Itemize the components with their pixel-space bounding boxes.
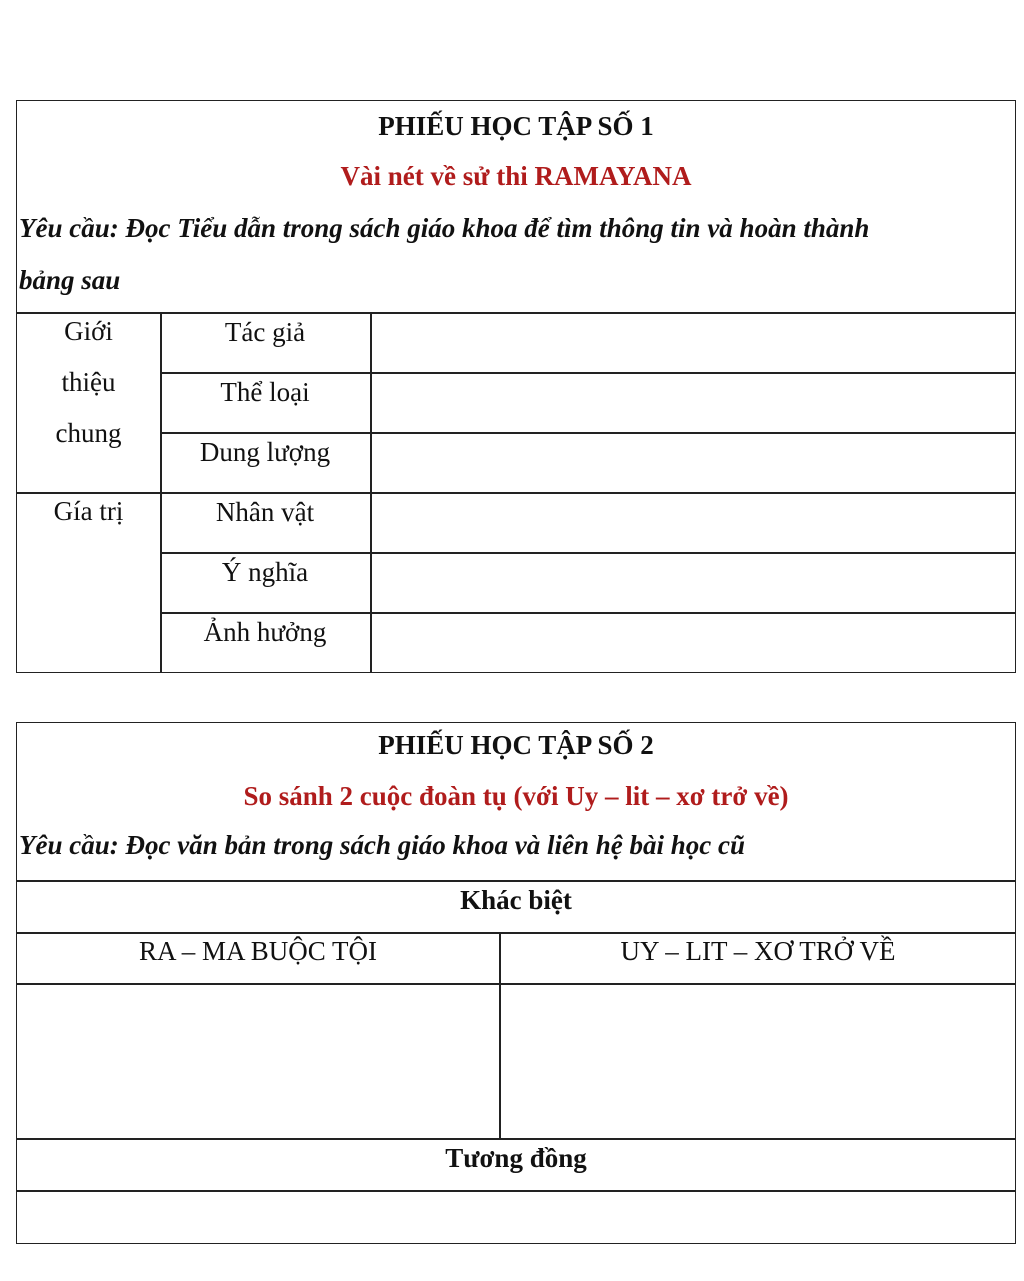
answer-cell[interactable] bbox=[372, 554, 1016, 611]
row-label: Ảnh hưởng bbox=[203, 617, 327, 647]
group-label-intro-2: thiệu bbox=[61, 367, 116, 397]
worksheet-2-title: PHIẾU HỌC TẬP SỐ 2 bbox=[378, 730, 654, 760]
answer-cell-ulysses[interactable] bbox=[501, 985, 1015, 1136]
similarities-header: Tương đồng bbox=[445, 1143, 587, 1173]
row-label: Thể loại bbox=[220, 377, 310, 407]
group-label-intro-3: chung bbox=[55, 418, 122, 448]
table-border bbox=[17, 1138, 1015, 1140]
answer-cell[interactable] bbox=[372, 314, 1016, 371]
worksheet-2-subtitle: So sánh 2 cuộc đoàn tụ (với Uy – lit – xơ trở về) bbox=[243, 781, 789, 811]
worksheet-1-requirement-line1: Yêu cầu: Đọc Tiểu dẫn trong sách giáo khoa để tìm thông tin và hoàn thành bbox=[19, 213, 870, 243]
column-header-rama: RA – MA BUỘC TỘI bbox=[138, 936, 378, 966]
table-border bbox=[17, 880, 1015, 882]
row-label: Dung lượng bbox=[199, 437, 331, 467]
row-label: Ý nghĩa bbox=[221, 557, 309, 587]
answer-cell[interactable] bbox=[372, 494, 1016, 551]
row-label: Nhân vật bbox=[215, 497, 315, 527]
answer-cell[interactable] bbox=[372, 374, 1016, 431]
answer-cell-similarities[interactable] bbox=[19, 1192, 1015, 1242]
worksheet-1-requirement-line2: bảng sau bbox=[19, 265, 121, 295]
worksheet-1-subtitle: Vài nét về sử thi RAMAYANA bbox=[340, 161, 692, 191]
differences-header: Khác biệt bbox=[460, 885, 572, 915]
worksheet-1-title: PHIẾU HỌC TẬP SỐ 1 bbox=[378, 111, 654, 141]
column-header-ulysses: UY – LIT – XƠ TRỞ VỀ bbox=[620, 936, 896, 966]
worksheet-2-requirement: Yêu cầu: Đọc văn bản trong sách giáo khoa và liên hệ bài học cũ bbox=[19, 830, 746, 860]
worksheet-2 bbox=[16, 722, 1016, 1244]
worksheet-1 bbox=[16, 100, 1016, 673]
answer-cell[interactable] bbox=[372, 614, 1016, 671]
group-label-intro-1: Giới bbox=[64, 316, 113, 346]
group-label-value: Gía trị bbox=[53, 496, 124, 526]
answer-cell[interactable] bbox=[372, 434, 1016, 491]
answer-cell-rama[interactable] bbox=[19, 985, 497, 1136]
row-label: Tác giả bbox=[224, 317, 306, 347]
table-border bbox=[17, 932, 1015, 934]
